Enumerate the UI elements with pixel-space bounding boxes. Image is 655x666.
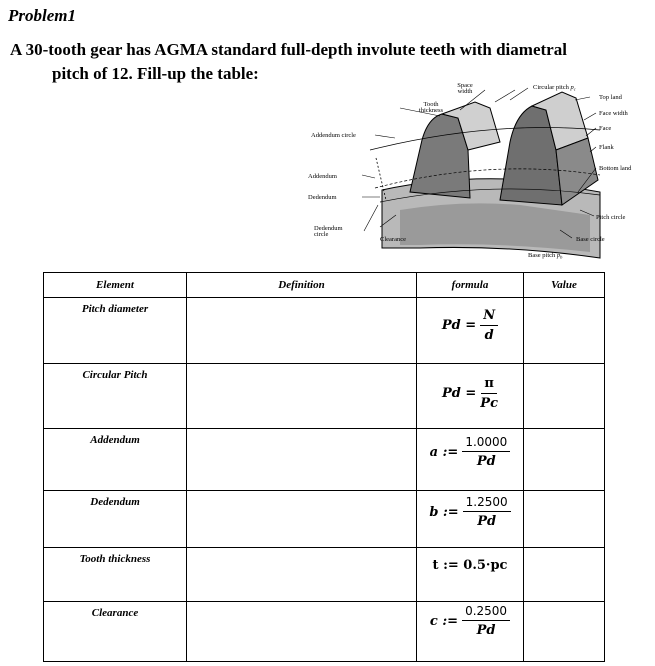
element-name: Pitch diameter	[44, 298, 187, 364]
definition-cell[interactable]	[187, 429, 417, 491]
formula	[417, 604, 523, 638]
formula-lhs: b :=	[429, 504, 459, 520]
formula-fraction	[480, 376, 498, 411]
label-space-width-line-1: Space	[457, 82, 473, 89]
table-row	[44, 491, 605, 548]
header-definition: Definition	[187, 273, 417, 298]
label-addendum: Addendum	[308, 173, 337, 180]
label-dedendum-circle-line-2: circle	[314, 231, 329, 238]
table-row	[44, 364, 605, 429]
formula-lhs: c :=	[429, 613, 459, 629]
gear-nomenclature-figure	[300, 80, 655, 265]
label-addendum-circle: Addendum circle	[311, 132, 356, 139]
formula-numerator: N	[480, 308, 498, 326]
problem-statement-line-2: pitch of 12. Fill-up the table:	[52, 64, 259, 83]
problem-statement-line-1: A 30-tooth gear has AGMA standard full-depth involute teeth with diametral	[10, 40, 567, 59]
formula-fraction	[462, 604, 510, 638]
header-element: Element	[44, 273, 187, 298]
value-cell[interactable]	[524, 602, 605, 662]
value-cell[interactable]	[524, 491, 605, 548]
formula-numerator: 1.0000	[462, 435, 510, 452]
formula-cell	[417, 429, 524, 491]
gear-elements-table	[43, 272, 605, 662]
table-row	[44, 298, 605, 364]
label-base-circle: Base circle	[576, 236, 605, 243]
definition-cell[interactable]	[187, 491, 417, 548]
formula	[417, 308, 523, 343]
label-space-width	[457, 82, 473, 95]
definition-cell[interactable]	[187, 364, 417, 429]
label-face: Face	[599, 125, 612, 132]
formula-numerator: 1.2500	[463, 495, 511, 512]
formula-numerator: π	[481, 376, 497, 394]
element-name: Clearance	[44, 602, 187, 662]
formula-denominator: Pc	[480, 396, 498, 411]
formula-lhs: Pd =	[441, 318, 477, 333]
formula-fraction	[463, 495, 511, 529]
label-circular-pitch: Circular pitch $p_c$	[533, 84, 576, 92]
formula-lhs: Pd =	[442, 386, 477, 401]
definition-cell[interactable]	[187, 298, 417, 364]
formula-cell	[417, 602, 524, 662]
problem-statement	[10, 38, 650, 86]
label-flank: Flank	[599, 144, 614, 151]
value-cell[interactable]	[524, 429, 605, 491]
header-value: Value	[524, 273, 605, 298]
label-tooth-thickness-line-1: Tooth	[423, 101, 439, 108]
formula-cell	[417, 491, 524, 548]
value-cell[interactable]	[524, 364, 605, 429]
formula	[417, 558, 523, 573]
formula-denominator: Pd	[476, 623, 496, 638]
formula-lhs: a :=	[429, 444, 459, 460]
formula	[417, 495, 523, 529]
label-tooth-thickness	[419, 101, 444, 114]
formula-fraction	[480, 308, 498, 343]
element-name: Tooth thickness	[44, 548, 187, 602]
formula-fraction	[462, 435, 510, 469]
formula-denominator: d	[484, 328, 494, 343]
label-clearance: Clearance	[380, 236, 406, 243]
element-name: Circular Pitch	[44, 364, 187, 429]
formula-denominator: Pd	[476, 454, 496, 469]
formula	[417, 376, 523, 411]
formula-denominator: Pd	[477, 514, 497, 529]
definition-cell[interactable]	[187, 548, 417, 602]
formula-cell	[417, 298, 524, 364]
header-formula: formula	[417, 273, 524, 298]
problem-title: Problem1	[8, 6, 76, 25]
formula-text: t := 0.5·pc	[432, 558, 508, 573]
definition-cell[interactable]	[187, 602, 417, 662]
value-cell[interactable]	[524, 298, 605, 364]
label-pitch-circle: Pitch circle	[596, 214, 626, 221]
table-row	[44, 429, 605, 491]
formula	[417, 435, 523, 469]
label-dedendum: Dedendum	[308, 194, 337, 201]
label-space-width-line-2: width	[457, 88, 473, 95]
element-name: Addendum	[44, 429, 187, 491]
formula-numerator: 0.2500	[462, 604, 510, 621]
table-header-row	[44, 273, 605, 298]
value-cell[interactable]	[524, 548, 605, 602]
formula-cell	[417, 364, 524, 429]
table-row	[44, 602, 605, 662]
label-top-land: Top land	[599, 94, 622, 101]
table-row	[44, 548, 605, 602]
element-name: Dedendum	[44, 491, 187, 548]
formula-cell	[417, 548, 524, 602]
label-bottom-land: Bottom land	[599, 165, 632, 172]
label-tooth-thickness-line-2: thickness	[418, 107, 444, 114]
label-dedendum-circle	[314, 225, 343, 238]
label-dedendum-circle-line-1: Dedendum	[314, 225, 343, 232]
label-base-pitch: Base pitch $p_b$	[528, 252, 563, 260]
label-face-width: Face width	[599, 110, 628, 117]
